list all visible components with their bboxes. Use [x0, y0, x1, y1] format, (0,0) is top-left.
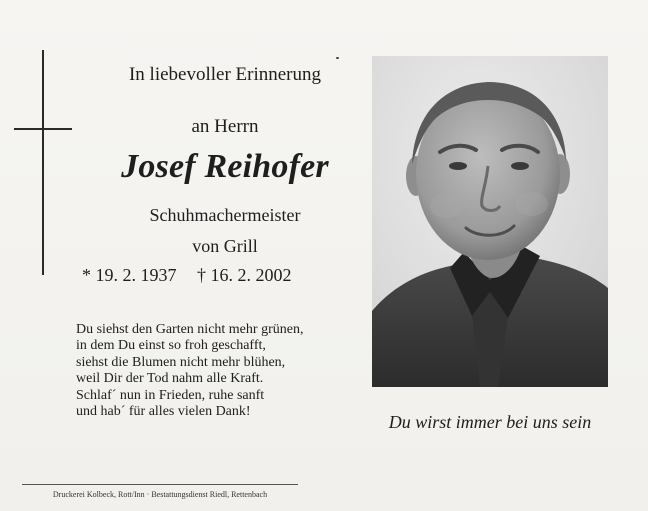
- printer-credit: Druckerei Kolbeck, Rott/Inn · Bestattungsdienst Riedl, Rettenbach: [52, 490, 268, 499]
- salutation-text: an Herrn: [191, 116, 259, 137]
- birth-date: * 19. 2. 1937: [82, 265, 177, 285]
- life-dates: [82, 265, 292, 286]
- motto-text: Du wirst immer bei uns sein: [388, 412, 592, 432]
- profession-text: Schuhmachermeister: [149, 205, 301, 225]
- poem-line: Schlaf´ nun in Frieden, ruhe sanft: [76, 387, 265, 403]
- print-speck: [336, 57, 339, 59]
- poem-line: und hab´ für alles vielen Dank!: [76, 404, 251, 420]
- poem-line: in dem Du einst so froh geschafft,: [76, 338, 266, 354]
- poem-line: Du siehst den Garten nicht mehr grünen,: [76, 322, 304, 337]
- poem-line: siehst die Blumen nicht mehr blühen,: [76, 354, 286, 370]
- footer-rule: [22, 484, 298, 485]
- deceased-name: Josef Reihofer: [121, 148, 329, 185]
- death-date: † 16. 2. 2002: [197, 265, 292, 285]
- portrait-photo: [372, 56, 608, 387]
- place-text: von Grill: [192, 236, 258, 256]
- cross-vertical-bar: [42, 50, 44, 275]
- cross-horizontal-bar: [14, 128, 72, 130]
- poem-line: weil Dir der Tod nahm alle Kraft.: [76, 371, 264, 387]
- poem: [76, 322, 303, 420]
- intro-text: In liebevoller Erinnerung: [128, 64, 322, 85]
